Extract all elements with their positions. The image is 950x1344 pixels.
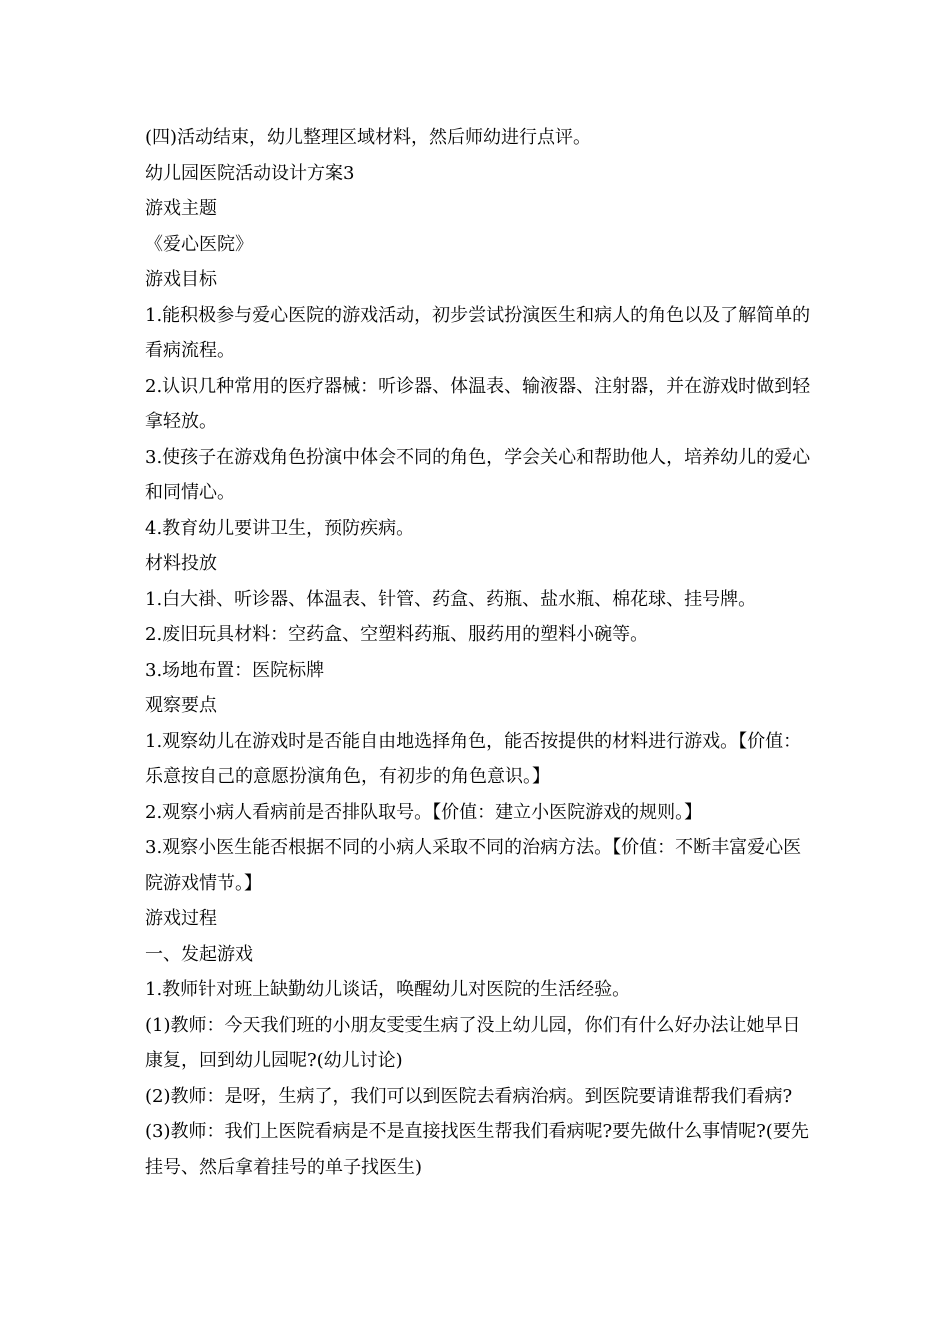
process-subitem-3: (3)教师：我们上医院看病是不是直接找医生帮我们看病呢?要先做什么事情呢?(要先挂号、然后拿着挂号的单子找医生) (145, 1121, 809, 1178)
heading-game-process: 游戏过程 (145, 908, 217, 929)
goal-item-2: 2.认识几种常用的医疗器械：听诊器、体温表、输液器、注射器，并在游戏时做到轻拿轻放。 (145, 375, 811, 432)
process-item-1: 1.教师针对班上缺勤幼儿谈话，唤醒幼儿对医院的生活经验。 (145, 979, 631, 1000)
goal-item-4: 4.教育幼儿要讲卫生，预防疾病。 (145, 517, 415, 539)
process-subitem-1: (1)教师：今天我们班的小朋友雯雯生病了没上幼儿园，你们有什么好办法让她早日康复，回到幼儿园呢?(幼儿讨论) (145, 1014, 801, 1071)
observation-item-3: 3.观察小医生能否根据不同的小病人采取不同的治病方法。【价值：不断丰富爱心医院游戏情节。】 (145, 837, 802, 894)
material-item-1: 1.白大褂、听诊器、体温表、针管、药盒、药瓶、盐水瓶、棉花球、挂号牌。 (145, 588, 757, 610)
section-title: 幼儿园医院活动设计方案3 (145, 162, 355, 184)
heading-game-theme: 游戏主题 (145, 198, 217, 219)
heading-game-goals: 游戏目标 (145, 269, 217, 290)
observation-item-2: 2.观察小病人看病前是否排队取号。【价值：建立小医院游戏的规则。】 (145, 801, 703, 823)
game-theme-name: 《爱心医院》 (145, 233, 253, 255)
process-subitem-2: (2)教师：是呀，生病了，我们可以到医院去看病治病。到医院要请谁帮我们看病? (145, 1085, 793, 1107)
subheading-start-game: 一、发起游戏 (145, 943, 253, 965)
paragraph-activity-end: (四)活动结束，幼儿整理区域材料，然后师幼进行点评。 (145, 127, 592, 148)
heading-observation: 观察要点 (145, 695, 217, 716)
document-body (145, 120, 817, 1185)
observation-item-1: 1.观察幼儿在游戏时是否能自由地选择角色，能否按提供的材料进行游戏。【价值：乐意按自己的意愿扮演角色，有初步的角色意识。】 (145, 730, 802, 787)
material-item-2: 2.废旧玩具材料：空药盒、空塑料药瓶、服药用的塑料小碗等。 (145, 624, 649, 645)
heading-materials: 材料投放 (145, 553, 217, 574)
goal-item-1: 1.能积极参与爱心医院的游戏活动，初步尝试扮演医生和病人的角色以及了解简单的看病流程。 (145, 304, 811, 361)
material-item-3: 3.场地布置：医院标牌 (145, 659, 325, 681)
goal-item-3: 3.使孩子在游戏角色扮演中体会不同的角色，学会关心和帮助他人，培养幼儿的爱心和同情心。 (145, 446, 811, 503)
